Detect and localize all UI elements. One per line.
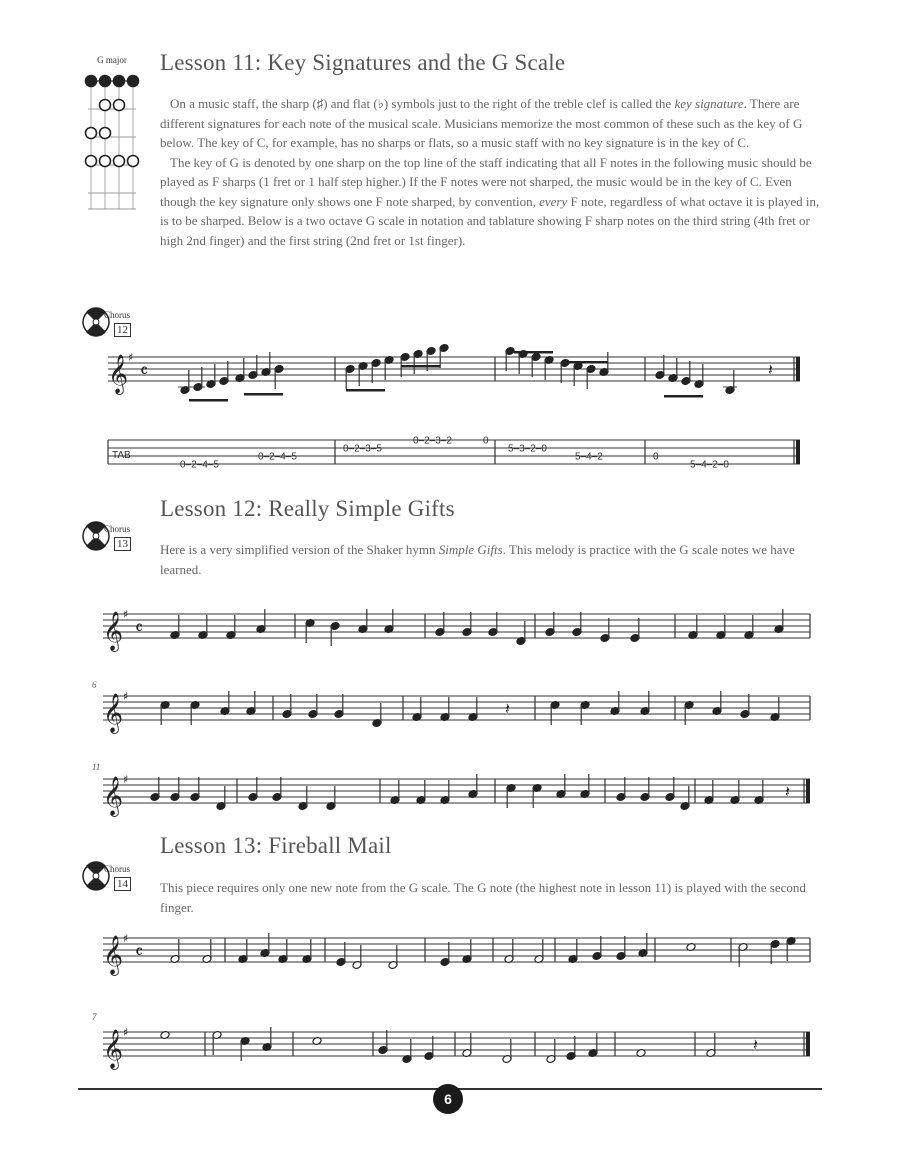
beam xyxy=(244,393,283,396)
quarter-rest-icon: 𝄽 xyxy=(753,1035,758,1054)
tab-fret-group: 5–3–2–0 xyxy=(508,443,547,455)
quarter-rest-icon: 𝄽 xyxy=(768,360,773,379)
final-barline-thick xyxy=(796,357,800,381)
measure-number-11: 11 xyxy=(92,762,101,772)
tab-fret-group: 5–4–2 xyxy=(575,451,603,463)
tab-fret-group: 0 xyxy=(483,435,489,447)
lesson11-paragraph-1: On a music staff, the sharp (♯) and flat (♭) symbols just to the right of the treble clef is called the key signature. There are different signatures for each note of the musical scale. Musicians memorize the most common of these such as the key of G below. The key of C, for example, has no sharps or flats, so a music staff with no key signature is in the key of C. xyxy=(160,96,803,150)
sharp-icon: ♯ xyxy=(128,351,134,364)
chord-finger-dot xyxy=(100,156,111,167)
treble-clef-icon: 𝄞 xyxy=(103,1029,124,1069)
measure-number-6: 6 xyxy=(92,680,97,690)
chord-finger-dot xyxy=(128,76,139,87)
treble-clef-icon: 𝄞 xyxy=(108,354,129,394)
track-label: Chorus xyxy=(104,864,131,874)
track-number: 12 xyxy=(114,323,131,337)
chord-finger-dot xyxy=(114,100,125,111)
chord-finger-dot xyxy=(128,156,139,167)
common-time-icon: 𝄴 xyxy=(135,618,144,639)
page-number-badge: 6 xyxy=(433,1084,463,1114)
simple-gifts-staff-3 xyxy=(95,765,815,825)
cd-track-icon-14 xyxy=(80,852,131,896)
beam xyxy=(401,365,440,368)
beam xyxy=(569,361,608,364)
beam xyxy=(514,351,553,354)
tab-fret-group: 5–4–2–0 xyxy=(690,459,729,471)
chord-finger-dot xyxy=(86,76,97,87)
fireball-mail-staff-2 xyxy=(95,1018,815,1078)
chord-diagram xyxy=(82,69,142,219)
tab-final-barline-thick xyxy=(796,440,800,464)
common-time-icon: 𝄴 xyxy=(140,361,149,382)
lesson11-paragraph-2: The key of G is denoted by one sharp on the top line of the staff indicating that all F notes in the following music should be played as F sharps (1 fret or 1 half step higher.) If the F notes were not sharped, the music would be in the key of C. Even though the key signature only shows one F note sharped, by convention, every F note, regardless of what octave it is played in, is to be sharped. Below is a two octave G scale in notation and tablature showing F sharp notes on the third string (4th fret or high 2nd finger) and the first string (2nd fret or 1st finger). xyxy=(160,154,820,248)
beam xyxy=(346,389,385,392)
chord-finger-dot xyxy=(114,156,125,167)
chord-chart xyxy=(82,55,142,215)
beam xyxy=(189,399,228,402)
lesson11-title: Lesson 11: Key Signatures and the G Scale xyxy=(160,50,566,75)
treble-clef-icon: 𝄞 xyxy=(103,693,124,733)
sharp-icon: ♯ xyxy=(123,773,129,786)
chord-chart-title: G major xyxy=(97,55,127,65)
sharp-icon: ♯ xyxy=(123,932,129,945)
lesson11-body xyxy=(160,94,828,250)
lesson12-body: Here is a very simplified version of the Shaker hymn Simple Gifts. This melody is practice with the G scale notes we have learned. xyxy=(160,542,795,577)
simple-gifts-staff-1 xyxy=(95,600,815,660)
track-number: 14 xyxy=(114,877,131,891)
treble-clef-icon: 𝄞 xyxy=(103,611,124,651)
tab-fret-group: 0–2–3–2 xyxy=(413,435,452,447)
treble-clef-icon: 𝄞 xyxy=(103,776,124,816)
tab-fret-group: 0–2–4–5 xyxy=(258,451,297,463)
lesson13-title: Lesson 13: Fireball Mail xyxy=(160,833,392,858)
sharp-icon: ♯ xyxy=(123,608,129,621)
fireball-mail-staff-1 xyxy=(95,924,815,984)
treble-clef-icon: 𝄞 xyxy=(103,935,124,975)
simple-gifts-staff-2 xyxy=(95,682,815,742)
tab-fret-group: 0–2–3–5 xyxy=(343,443,382,455)
track-label: Chorus xyxy=(104,524,131,534)
cd-track-icon-12 xyxy=(80,298,131,342)
measure-number-7: 7 xyxy=(92,1012,97,1022)
tab-fret-group: 0–2–4–5 xyxy=(180,459,219,471)
cd-track-icon-13 xyxy=(80,512,131,556)
sharp-icon: ♯ xyxy=(123,1026,129,1039)
tab-fret-group: 0 xyxy=(653,451,659,463)
lesson13-body: This piece requires only one new note from the G scale. The G note (the highest note in lesson 11) is played with the second finger. xyxy=(160,880,806,915)
chord-finger-dot xyxy=(100,76,111,87)
final-barline-thick xyxy=(806,1032,810,1056)
lesson12-title: Lesson 12: Really Simple Gifts xyxy=(160,496,455,521)
common-time-icon: 𝄴 xyxy=(135,942,144,963)
chord-finger-dot xyxy=(100,100,111,111)
sharp-icon: ♯ xyxy=(123,690,129,703)
quarter-rest-icon: 𝄽 xyxy=(785,782,790,801)
g-scale-notation xyxy=(100,345,820,505)
track-label: Chorus xyxy=(104,310,131,320)
final-barline-thick xyxy=(806,779,810,803)
chord-finger-dot xyxy=(86,156,97,167)
quarter-rest-icon: 𝄽 xyxy=(505,699,510,718)
track-number: 13 xyxy=(114,537,131,551)
chord-finger-dot xyxy=(86,128,97,139)
tab-clef: TAB xyxy=(112,450,131,461)
chord-finger-dot xyxy=(114,76,125,87)
beam xyxy=(664,395,703,398)
chord-finger-dot xyxy=(100,128,111,139)
